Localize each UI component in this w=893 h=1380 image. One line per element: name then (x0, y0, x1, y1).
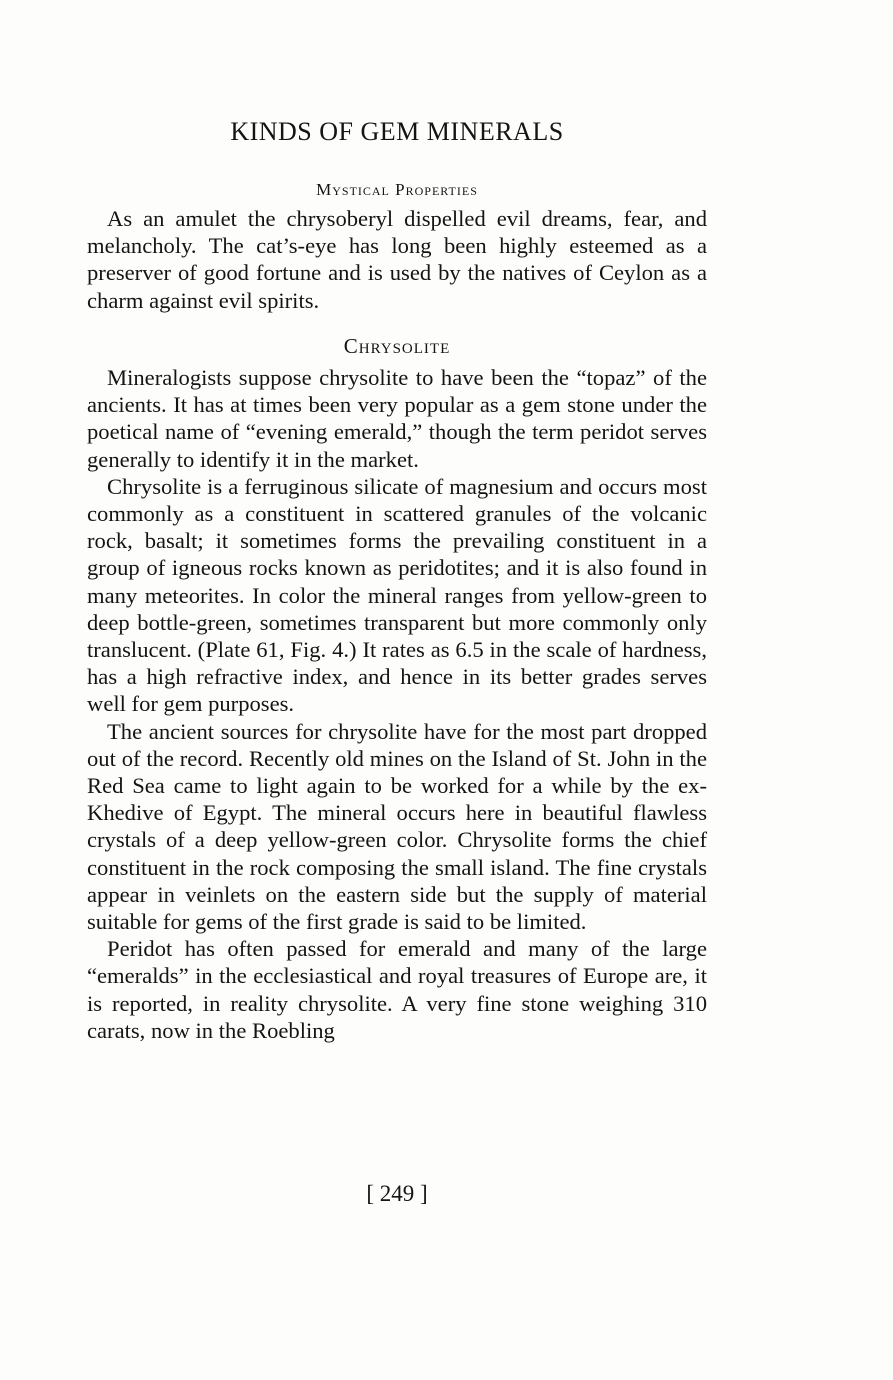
page-number: [ 249 ] (366, 1181, 428, 1206)
paragraph: The ancient sources for chrysolite have for the most part dropped out of the record. Recently old mines on the Island of St. John in the Red Sea came to light again to be worked for a while by the ex-Khedive of Egypt. The mineral occurs here in beautiful flawless crystals of a deep yellow-green color. Chrysolite forms the chief constituent in the rock composing the small island. The fine crystals appear in veinlets on the eastern side but the supply of material suitable for gems of the first grade is said to be limited. (87, 718, 707, 935)
paragraph: Mineralogists suppose chrysolite to have been the “topaz” of the ancients. It has at times been very popular as a gem stone under the poetical name of “evening emerald,” though the term peridot serves generally to identify it in the market. (87, 365, 707, 472)
paragraph: As an amulet the chrysoberyl dispelled evil dreams, fear, and melancholy. The cat’s-eye has long been highly esteemed as a preserver of good fortune and is used by the natives of Ceylon as a charm against evil spirits. (87, 206, 707, 313)
paragraph: Chrysolite is a ferruginous silicate of magnesium and occurs most commonly as a constituent in scattered granules of the volcanic rock, basalt; it sometimes forms the prevailing constituent in a group of igneous rocks known as peridotites; and it is also found in many meteorites. In color the mineral ranges from yellow-green to deep bottle-green, sometimes transparent but more commonly only translucent. (Plate 61, Fig. 4.) It rates as 6.5 in the scale of hardness, has a high refractive index, and hence in its better grades serves well for gem purposes. (87, 473, 707, 717)
running-head: KINDS OF GEM MINERALS (230, 117, 564, 146)
book-page (87, 0, 707, 1380)
section-body-chrysolite (87, 364, 707, 1044)
section-heading-chrysolite: Chrysolite (343, 334, 451, 358)
section-body-mystical-properties (87, 205, 707, 314)
paragraph: Peridot has often passed for emerald and many of the large “emeralds” in the ecclesiastical and royal treasures of Europe are, it is reported, in reality chrysolite. A very fine stone weighing 310 carats, now in the Roebling (87, 936, 707, 1043)
section-heading-mystical-properties: Mystical Properties (316, 180, 478, 199)
